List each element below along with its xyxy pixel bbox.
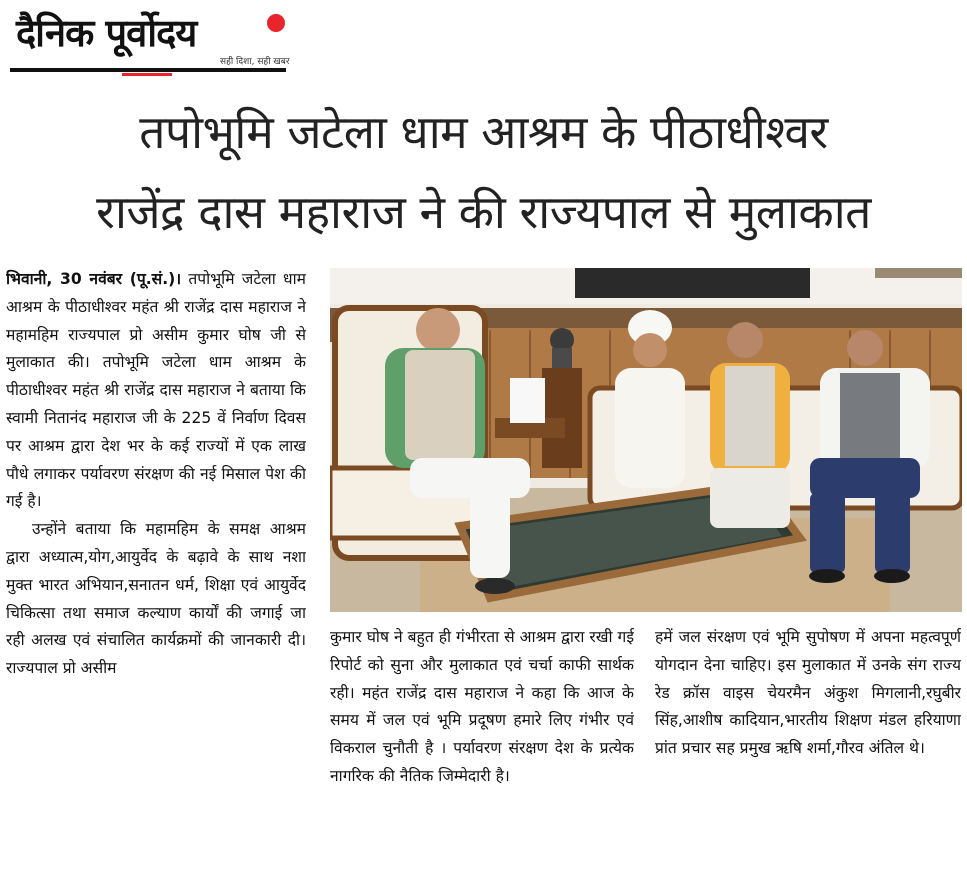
paragraph-1: तपोभूमि जटेला धाम आश्रम के पीठाधीश्वर महंत श्री राजेंद्र दास महाराज ने महामहिम राज्यपाल प्रो असीम कुमार घोष जी से मुलाकात की। तपोभूमि जटेला धाम आश्रम के पीठाधीश्वर महंत श्री राजेंद्र दास महाराज ने बताया कि स्वामी नितानंद महाराज जी के 225 वें निर्वाण दिवस पर आश्रम द्वारा देश भर के कई राज्यों में एक लाख पौधे लगाकर पर्यावरण संरक्षण की नई मिसाल पेश की गई है। — [6, 270, 306, 511]
tagline: सही दिशा, सही खबर — [220, 57, 290, 67]
dateline: भिवानी, 30 नवंबर (पू.सं.)। — [6, 270, 182, 288]
article-column-1 — [6, 266, 306, 878]
news-photo — [330, 268, 962, 612]
masthead-rule — [10, 68, 286, 72]
paragraph-2: उन्होंने बताया कि महामहिम के समक्ष आश्रम द्वारा अध्यात्म,योग,आयुर्वेद के बढ़ावे के साथ नशा मुक्त भारत अभियान,सनातन धर्म, शिक्षा एवं आयुर्वेद चिकित्सा तथा समाज कल्याण कार्यों की जगाई जा रही अलख एवं संचालित कार्यक्रमों की जानकारी दी। राज्यपाल प्रो असीम — [6, 520, 306, 678]
meeting-photo-illustration — [330, 268, 962, 612]
brand-dot-icon — [267, 14, 285, 32]
article-column-2 — [330, 624, 634, 878]
paragraph-4: हमें जल संरक्षण एवं भूमि सुपोषण में अपना महत्वपूर्ण योगदान देना चाहिए। इस मुलाकात में उनके संग राज्य रेड क्रॉस वाइस चेयरमैन अंकुश मिगलानी,रघुबीर सिंह,आशीष कादियान,भारतीय शिक्षण मंडल हरियाणा प्रांत प्रचार सह प्रमुख ऋषि शर्मा,गौरव अंतिल थे। — [655, 628, 961, 758]
masthead-accent-rule — [122, 73, 172, 76]
brand-logo: दैनिक पूर्वोदय — [16, 11, 197, 55]
headline-line-2: राजेंद्र दास महाराज ने की राज्यपाल से मुलाकात — [96, 185, 871, 239]
headline-line-1: तपोभूमि जटेला धाम आश्रम के पीठाधीश्वर — [139, 105, 828, 159]
article-column-3 — [655, 624, 961, 878]
masthead — [10, 6, 290, 72]
paragraph-3: कुमार घोष ने बहुत ही गंभीरता से आश्रम द्वारा रखी गई रिपोर्ट को सुना और मुलाकात एवं चर्चा काफी सार्थक रही। महंत राजेंद्र दास महाराज ने कहा कि आज के समय में जल एवं भूमि प्रदूषण हमारे लिए गंभीर एवं विकराल चुनौती है । पर्यावरण संरक्षण देश के प्रत्येक नागरिक की नैतिक जिम्मेदारी है। — [330, 628, 634, 785]
